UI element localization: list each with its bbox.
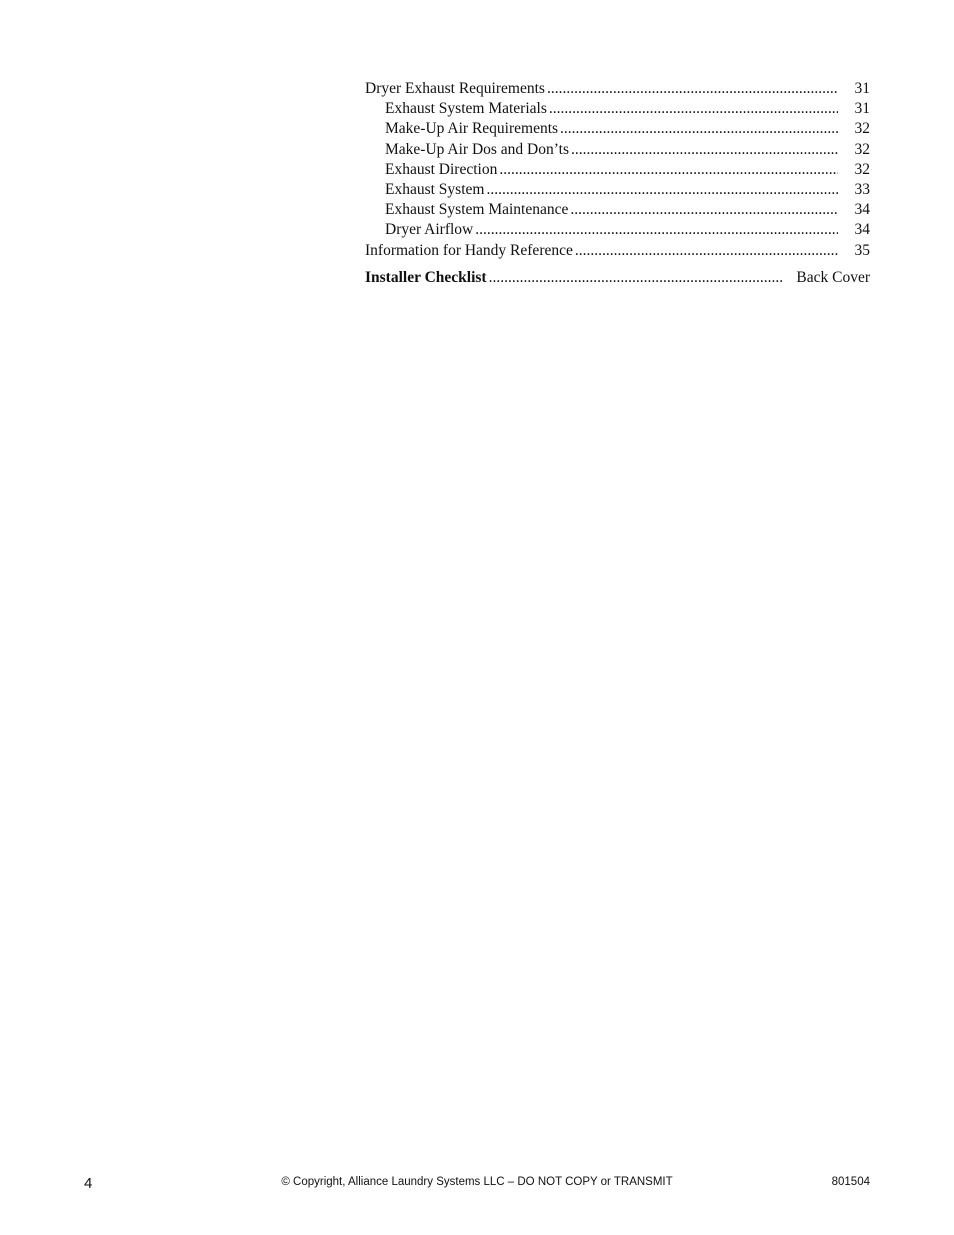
document-number: 801504 bbox=[831, 1176, 870, 1188]
toc-entry-page: 32 bbox=[854, 120, 870, 138]
toc-subentry[interactable] bbox=[365, 220, 870, 240]
toc-subentry[interactable] bbox=[365, 119, 870, 139]
toc-entry-page: 32 bbox=[854, 140, 870, 158]
dot-leader bbox=[549, 99, 838, 119]
dot-leader bbox=[499, 160, 838, 180]
page-footer bbox=[84, 1175, 870, 1193]
toc-entry-title: Dryer Airflow bbox=[385, 221, 474, 239]
copyright-notice: © Copyright, Alliance Laundry Systems LLC – DO NOT COPY or TRANSMIT bbox=[281, 1176, 673, 1188]
dot-leader bbox=[560, 119, 838, 139]
page-number: 4 bbox=[84, 1175, 93, 1192]
dot-leader bbox=[547, 79, 838, 99]
toc-major-entry[interactable] bbox=[365, 267, 870, 289]
toc-subentry[interactable] bbox=[365, 160, 870, 180]
toc-subentry[interactable] bbox=[365, 140, 870, 160]
dot-leader bbox=[475, 220, 838, 240]
dot-leader bbox=[489, 267, 785, 289]
toc-entry-title: Information for Handy Reference bbox=[365, 241, 573, 259]
dot-leader bbox=[570, 200, 838, 220]
toc-entry-page: 34 bbox=[854, 201, 870, 219]
toc-entry-title: Exhaust System Materials bbox=[385, 100, 547, 118]
toc-entry-title: Make-Up Air Requirements bbox=[385, 120, 559, 138]
toc-entry-title: Exhaust Direction bbox=[385, 160, 498, 178]
toc-entry-page: 31 bbox=[854, 80, 870, 97]
toc-entry-title: Exhaust System bbox=[385, 180, 485, 198]
toc-entry-page: 34 bbox=[854, 221, 870, 239]
toc-subentry[interactable] bbox=[365, 200, 870, 220]
toc-entry[interactable] bbox=[365, 79, 870, 99]
toc-subentry[interactable] bbox=[365, 99, 870, 119]
toc-entry-title: Make-Up Air Dos and Don’ts bbox=[385, 140, 569, 158]
toc-entry-page: 32 bbox=[854, 160, 870, 178]
toc-entry-page: 31 bbox=[854, 100, 870, 118]
toc-entry-page: Back Cover bbox=[796, 268, 870, 286]
dot-leader bbox=[571, 140, 838, 160]
toc-entry[interactable] bbox=[365, 241, 870, 261]
toc-subentry[interactable] bbox=[365, 180, 870, 200]
toc-entry-page: 33 bbox=[854, 180, 870, 198]
toc-entry-page: 35 bbox=[854, 241, 870, 259]
toc-entry-title: Exhaust System Maintenance bbox=[385, 201, 569, 219]
toc-entry-title: Dryer Exhaust Requirements bbox=[365, 80, 545, 97]
toc-entry-title: Installer Checklist bbox=[365, 268, 487, 286]
dot-leader bbox=[575, 241, 838, 261]
table-of-contents bbox=[365, 79, 870, 289]
dot-leader bbox=[486, 180, 838, 200]
